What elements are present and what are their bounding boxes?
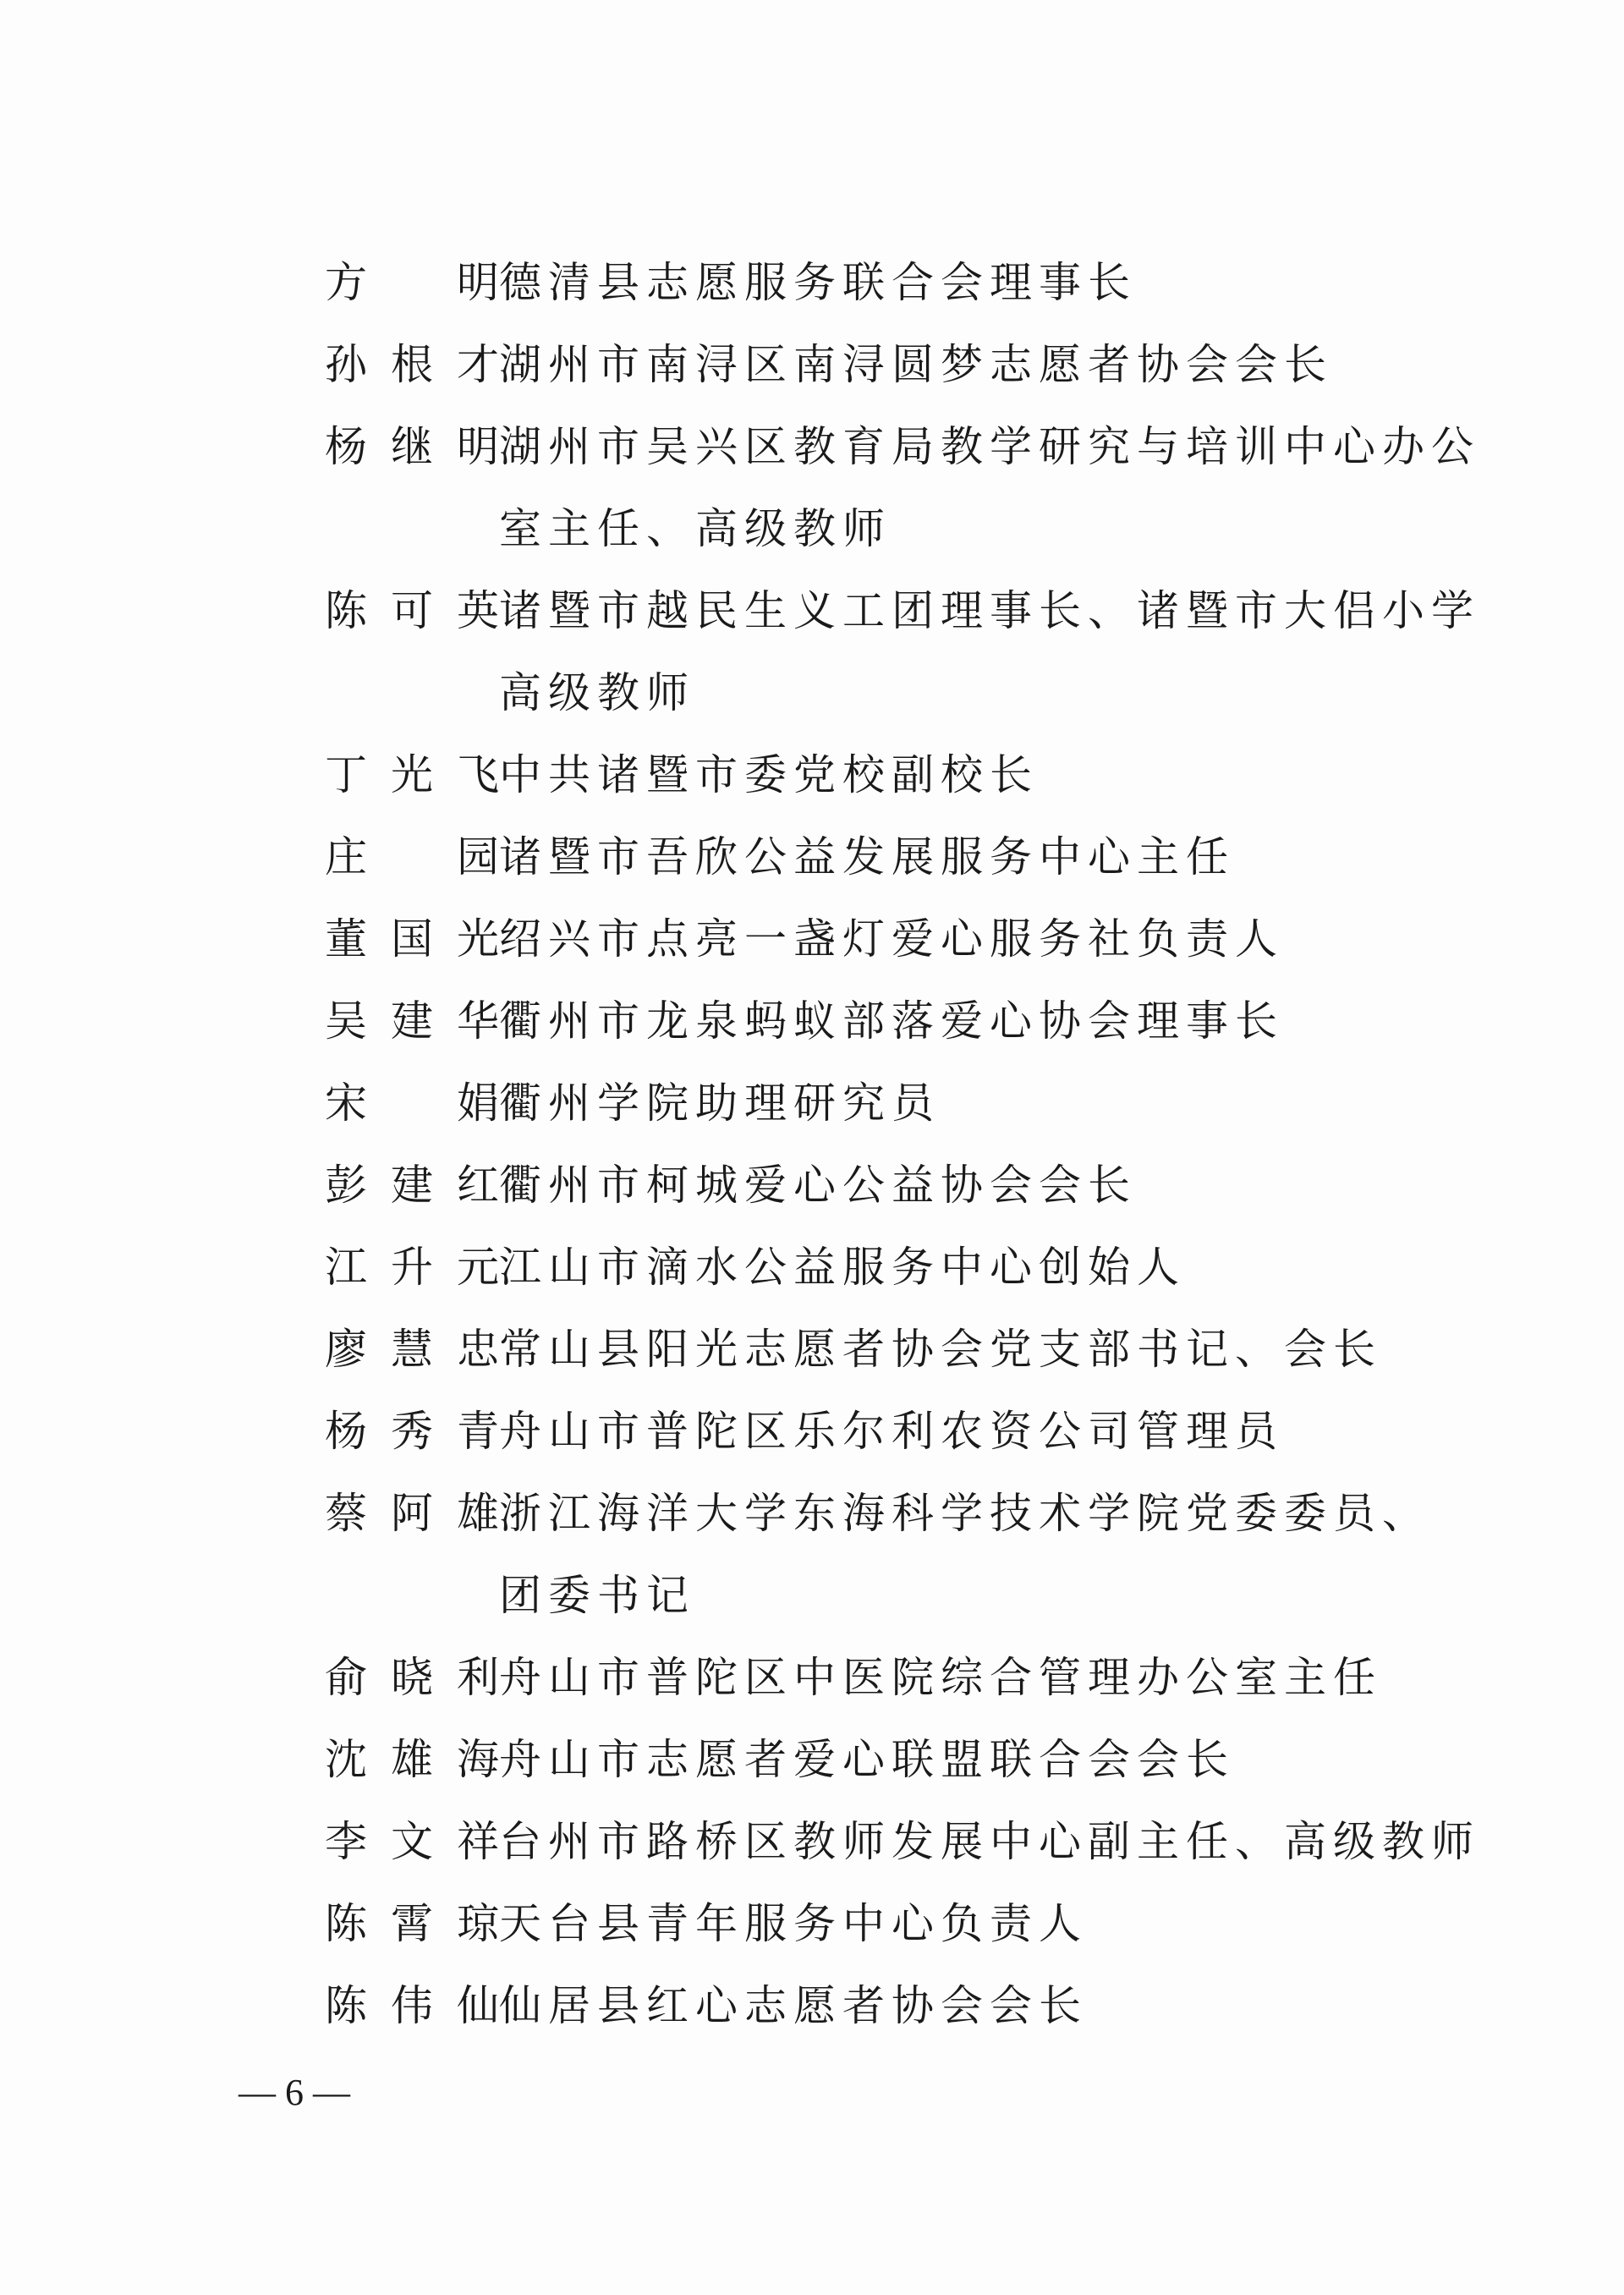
person-title (499, 898, 1441, 980)
page-number: — 6 — (239, 2072, 350, 2113)
person-name: 江升元 (325, 1243, 499, 1292)
list-item (325, 1637, 1441, 1719)
person-name: 庄 园 (325, 832, 499, 881)
person-name: 沈雄海 (325, 1735, 499, 1784)
title-line: 室主任、高级教师 (499, 504, 892, 553)
person-title (499, 1719, 1441, 1801)
list-item (325, 816, 1441, 898)
title-line: 德清县志愿服务联合会理事长 (499, 258, 1137, 307)
person-title (499, 734, 1441, 816)
person-name: 李文祥 (325, 1817, 499, 1866)
person-name: 吴建华 (325, 997, 499, 1046)
person-name: 陈伟仙 (325, 1981, 499, 2030)
person-title (499, 816, 1441, 898)
person-title (499, 1965, 1441, 2047)
person-title (499, 242, 1441, 324)
list-item (325, 406, 1480, 570)
list-item (325, 324, 1441, 406)
list-item (325, 1309, 1441, 1391)
person-name: 陈可英 (325, 586, 499, 635)
person-name: 彭建红 (325, 1161, 499, 1210)
person-name: 俞晓利 (325, 1653, 499, 1702)
person-title (499, 1883, 1441, 1965)
person-name: 陈霄琼 (325, 1899, 499, 1948)
list-item (325, 570, 1480, 734)
title-line: 中共诸暨市委党校副校长 (499, 750, 1039, 799)
list-item (325, 242, 1441, 324)
person-title (499, 1309, 1441, 1391)
person-title (499, 980, 1441, 1062)
title-line: 衢州市龙泉蚂蚁部落爱心协会理事长 (499, 997, 1284, 1046)
title-line: 舟山市普陀区乐尔利农资公司管理员 (499, 1407, 1284, 1456)
person-title (499, 324, 1441, 406)
title-line: 仙居县红心志愿者协会会长 (499, 1981, 1088, 2030)
title-line: 常山县阳光志愿者协会党支部书记、会长 (499, 1325, 1382, 1374)
title-line: 诸暨市吾欣公益发展服务中心主任 (499, 832, 1235, 881)
person-name: 蔡阿雄 (325, 1489, 499, 1538)
person-name: 董国光 (325, 914, 499, 964)
person-name: 丁光飞 (325, 750, 499, 799)
title-line: 团委书记 (499, 1571, 695, 1620)
list-item (325, 1062, 1441, 1145)
person-name: 杨继明 (325, 422, 499, 471)
person-name: 方 明 (325, 258, 499, 307)
list-item (325, 1719, 1441, 1801)
title-line: 舟山市志愿者爱心联盟联合会会长 (499, 1735, 1235, 1784)
person-name: 廖慧忠 (325, 1325, 499, 1374)
title-line: 湖州市南浔区南浔圆梦志愿者协会会长 (499, 340, 1333, 389)
person-name: 杨秀青 (325, 1407, 499, 1456)
person-title (499, 1227, 1441, 1309)
title-line: 天台县青年服务中心负责人 (499, 1899, 1088, 1948)
title-line: 衢州市柯城爱心公益协会会长 (499, 1161, 1137, 1210)
person-title (499, 1637, 1441, 1719)
person-name: 孙根才 (325, 340, 499, 389)
person-title (499, 1145, 1441, 1227)
list-item (325, 1883, 1441, 1965)
title-line: 高级教师 (499, 668, 695, 717)
person-title (499, 1801, 1480, 1883)
title-line: 湖州市吴兴区教育局教学研究与培训中心办公 (499, 422, 1480, 471)
list-item (325, 1965, 1441, 2047)
list-item (325, 1227, 1441, 1309)
title-line: 台州市路桥区教师发展中心副主任、高级教师 (499, 1817, 1480, 1866)
title-line: 诸暨市越民生义工团理事长、诸暨市大侣小学 (499, 586, 1480, 635)
person-title (499, 570, 1480, 734)
list-item (325, 898, 1441, 980)
title-line: 浙江海洋大学东海科学技术学院党委委员、 (499, 1489, 1431, 1538)
person-title (499, 1473, 1441, 1637)
title-line: 衢州学院助理研究员 (499, 1079, 941, 1128)
list-item (325, 980, 1441, 1062)
title-line: 舟山市普陀区中医院综合管理办公室主任 (499, 1653, 1382, 1702)
person-title (499, 1062, 1441, 1145)
list-item (325, 1801, 1480, 1883)
person-title (499, 406, 1480, 570)
title-line: 绍兴市点亮一盏灯爱心服务社负责人 (499, 914, 1284, 964)
list-item (325, 1391, 1441, 1473)
name-list (325, 242, 1480, 2047)
list-item (325, 734, 1441, 816)
list-item (325, 1145, 1441, 1227)
title-line: 江山市滴水公益服务中心创始人 (499, 1243, 1186, 1292)
person-title (499, 1391, 1441, 1473)
list-item (325, 1473, 1441, 1637)
person-name: 宋 娟 (325, 1079, 499, 1128)
